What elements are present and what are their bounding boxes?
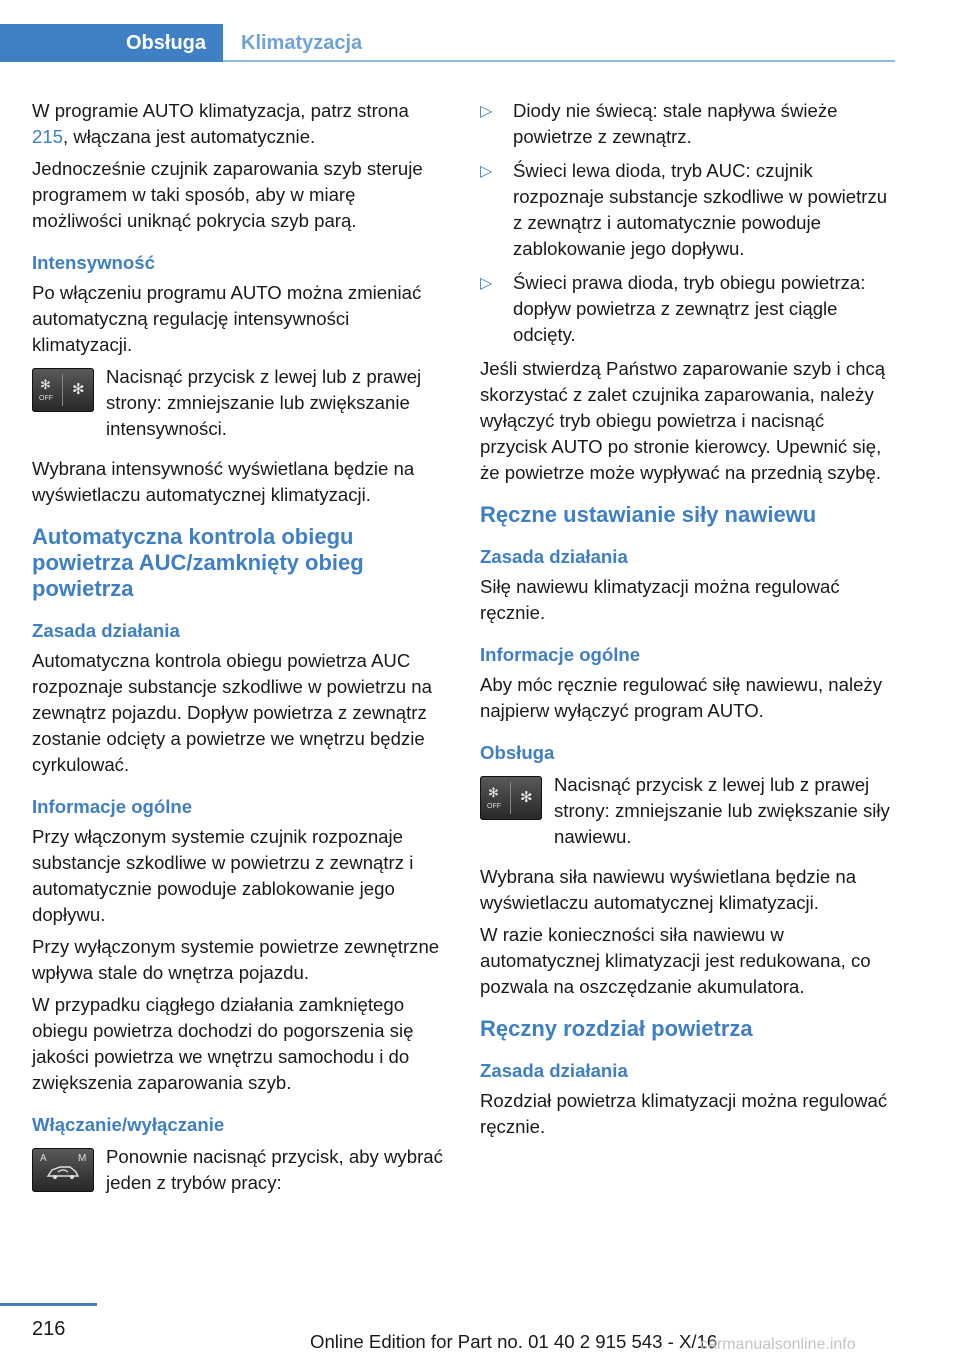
off-label: OFF: [39, 395, 53, 402]
paragraph: Jednocześnie czujnik zaparowania szyb steruje programem w taki sposób, aby w miarę możliwości uniknąć pokrycia szyb parą.: [32, 158, 423, 231]
heading-distribution: Ręczny rozdział powietrza: [480, 1016, 753, 1041]
subheading-principle: Zasada działania: [32, 620, 180, 641]
subheading-principle: Zasada działania: [480, 1060, 628, 1081]
subheading-general: Informacje ogólne: [32, 796, 193, 817]
heading-auc: Automatyczna kontrola obiegu powietrza AUC/zamknięty obieg powietrza: [32, 524, 364, 601]
subheading-principle: Zasada działania: [480, 546, 628, 567]
icon-description: Ponownie nacisnąć przycisk, aby wybrać jeden z trybów pracy:: [106, 1146, 443, 1193]
recirculation-button-icon: [32, 1148, 94, 1192]
paragraph: Aby móc ręcznie regulować siłę nawiewu, należy najpierw wyłączyć program AUTO.: [480, 674, 883, 721]
subheading-general: Informacje ogólne: [480, 644, 641, 665]
icon-row: [32, 364, 447, 442]
list-item: ▷ Świeci lewa dioda, tryb AUC: czujnik rozpoznaje substancje szkodliwe w powietrzu z zewnątrz i automatycznie powoduje zablokowanie jego dopływu.: [480, 160, 888, 259]
footer-rule: [0, 1303, 97, 1306]
left-column: [32, 98, 447, 1212]
paragraph: Przy wyłączonym systemie powietrze zewnętrzne wpływa stale do wnętrza pojazdu.: [32, 936, 440, 983]
m-label: M: [78, 1153, 87, 1164]
paragraph: Siłę nawiewu klimatyzacji można regulować ręcznie.: [480, 576, 840, 623]
list-item: ▷ Diody nie świecą: stale napływa świeże powietrze z zewnątrz.: [480, 100, 838, 147]
page-link-215[interactable]: 215: [32, 126, 64, 147]
page-number: 216: [32, 1318, 66, 1340]
paragraph: Rozdział powietrza klimatyzacji można regulować ręcznie.: [480, 1090, 888, 1137]
icon-description: Nacisnąć przycisk z lewej lub z prawej strony: zmniejszanie lub zwiększanie intensywności.: [106, 366, 422, 439]
paragraph: Automatyczna kontrola obiegu powietrza AUC rozpoznaje substancje szkodliwe w powietrzu na zewnątrz pojazdu. Dopływ powietrza z zewnątrz zostanie odcięty a powietrze we wnętrzu będzie cyrkulować.: [32, 650, 432, 775]
paragraph: Przy włączonym systemie czujnik rozpoznaje substancje szkodliwe w powietrzu z zewnątrz i automatycznie powoduje zablokowanie jego dopływu.: [32, 826, 414, 925]
paragraph: Wybrana siła nawiewu wyświetlana będzie na wyświetlaczu automatycznej klimatyzacji.: [480, 866, 857, 913]
a-label: A: [40, 1153, 47, 1164]
paragraph: Wybrana intensywność wyświetlana będzie na wyświetlaczu automatycznej klimatyzacji.: [32, 458, 415, 505]
car-recirculation-icon: [46, 1164, 80, 1180]
paragraph: Jeśli stwierdzą Państwo zaparowanie szyb i chcą skorzystać z zalet czujnika zaparowania, należy wyłączyć tryb obiegu powietrza i nacisnąć przycisk AUTO po stronie kierowcy. Upewnić się, że powietrze może wypływać na przednią szybę.: [480, 358, 886, 483]
off-label: OFF: [487, 803, 501, 810]
edition-note: Online Edition for Part no. 01 40 2 915 543 - X/16: [310, 1331, 718, 1352]
list-item: ▷ Świeci prawa dioda, tryb obiegu powietrza: dopływ powietrza z zewnątrz jest ciągle odcięty.: [480, 272, 866, 345]
paragraph: W przypadku ciągłego działania zamkniętego obiegu powietrza dochodzi do pogorszenia się jakości powietrza we wnętrzu samochodu i do zwiększenia zaparowania szyb.: [32, 994, 414, 1093]
tab-obsluga[interactable]: Obsługa: [0, 24, 223, 62]
paragraph: W razie konieczności siła nawiewu w automatycznej klimatyzacji jest redukowana, co pozwala na oszczędzanie akumulatora.: [480, 924, 871, 997]
heading-fan: Ręczne ustawianie siły nawiewu: [480, 502, 817, 527]
icon-row: [32, 1144, 447, 1198]
paragraph: W programie AUTO klimatyzacja, patrz strona 215, włączana jest automatycznie.: [32, 100, 409, 147]
triangle-bullet-icon: ▷: [480, 163, 493, 180]
header-tabbar: [0, 24, 895, 62]
icon-row: [480, 772, 895, 850]
triangle-bullet-icon: ▷: [480, 103, 493, 120]
right-column: [480, 98, 895, 1146]
fan-button-icon: ✻ OFF ✻: [480, 776, 542, 820]
subheading-onoff: Włączanie/wyłączanie: [32, 1114, 225, 1135]
fan-button-icon: ✻ OFF ✻: [32, 368, 94, 412]
icon-description: Nacisnąć przycisk z lewej lub z prawej strony: zmniejszanie lub zwiększanie siły nawiewu.: [554, 774, 890, 847]
triangle-bullet-icon: ▷: [480, 275, 493, 292]
mode-list: [480, 98, 895, 348]
watermark: carmanualsonline.info: [700, 1336, 856, 1353]
header-rule: [223, 60, 895, 62]
paragraph: Po włączeniu programu AUTO można zmieniać automatyczną regulację intensywności klimatyzacji.: [32, 282, 422, 355]
subheading-intensity: Intensywność: [32, 252, 155, 273]
subheading-operation: Obsługa: [480, 742, 555, 763]
tab-klimatyzacja[interactable]: Klimatyzacja: [241, 31, 363, 54]
